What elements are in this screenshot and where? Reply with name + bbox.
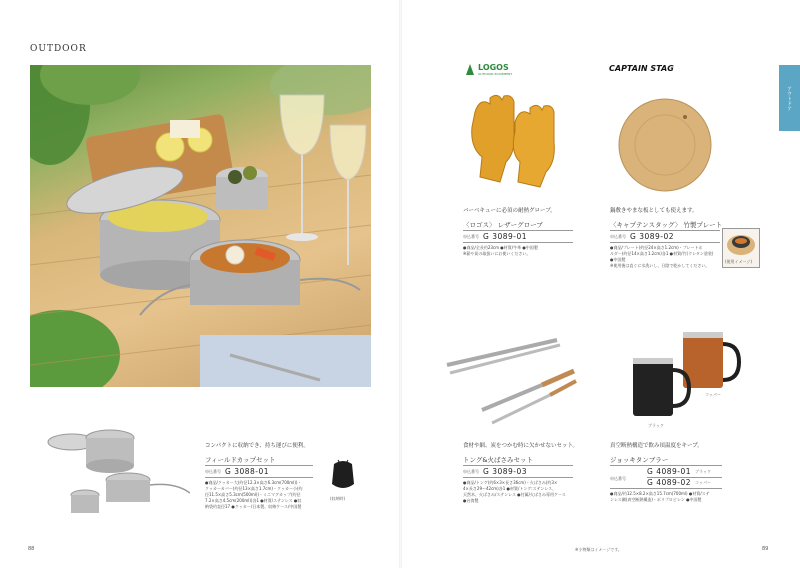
cookset-spec <box>205 480 320 510</box>
plate-rule <box>610 230 720 231</box>
cookset-spec-line: 径11.5×高さ5.3cm(500ml))・ミニマグカップ(約径 <box>205 492 301 497</box>
cookset-image <box>40 420 190 524</box>
plate-spec-line: ●中国製 <box>610 257 626 262</box>
page-gutter <box>399 0 402 568</box>
mugs-code-copper: G 4089-02 <box>647 478 692 487</box>
mugs-spec-line: ンレス鋼(真空断熱構造)・ポリプロピレン ●中国製 <box>610 497 702 502</box>
glove-description: バーベキューに必須の耐熱グローブ。 <box>463 208 556 214</box>
glove-code: G 3089-01 <box>483 232 528 241</box>
logos-brand-sub: OUTDOOR EQUIPMENT <box>478 72 513 76</box>
logos-brand: LOGOS <box>478 63 509 72</box>
plate-spec-line: ●商品/プレート(約径24×高さ1.2cm)・プレートホ <box>610 245 703 250</box>
glove-rule <box>463 230 573 231</box>
cookset-spec-line: 7.2×高さ4.5cm(200ml))各1 ●材質/ステンレス ●収 <box>205 498 302 503</box>
captain-stag-brand: CAPTAIN STAG <box>609 64 674 73</box>
tongs-description: 食材や網、炭をつかむ時に欠かせないセット。 <box>463 443 579 449</box>
plate-usage-illustration <box>723 229 759 259</box>
mugs-description: 真空断熱構造で飲み頃温度をキープ。 <box>610 443 703 449</box>
mugs-illustration <box>625 330 745 430</box>
cookset-case-caption: (収納時) <box>330 496 346 501</box>
glove-spec-line: ※薪や炭の取扱いにお使いください。 <box>463 251 531 256</box>
plate-description: 鍋敷きやまな板としても使えます。 <box>610 208 698 214</box>
tongs-spec-line: 4×長さ29〜42cm)各1 ●材質/トング:ステンレス、 <box>463 486 557 491</box>
footer-note: ※小物類はイメージです。 <box>575 547 622 552</box>
cookset-spec-line: クッカーカバー(約径13×高さ1.7cm)・クッカー小(約 <box>205 486 303 491</box>
mug-copper-label: コッパー <box>705 392 721 397</box>
glove-name: 〈ロゴス〉 レザーグローブ <box>463 221 543 229</box>
plate-spec-line: ルダー(約径14×高さ1.2cm)各1 ●材質/竹(ウレタン塗装) <box>610 251 714 256</box>
glove-rule-2 <box>463 242 573 243</box>
plate-rule-2 <box>610 242 720 243</box>
plate-code-row <box>610 232 674 241</box>
plate-image <box>615 95 715 199</box>
mugs-code-black: G 4089-01 <box>647 467 692 476</box>
tongs-spec-line: ●商品/トング(約6×3×長さ36cm)・火ばさみ(約3× <box>463 480 558 485</box>
glove-spec <box>463 245 538 257</box>
mugs-spec-line: ●商品/約12.5×8.2×高さ15.7cm(700ml) ●材質/ステ <box>610 491 710 496</box>
mug-black-label: ブラック <box>648 423 664 428</box>
cookset-spec-line: ●商品/クッカー大(約径12.3×高さ6.3cm(700ml))・ <box>205 480 302 485</box>
cookset-code-label: 申込番号 <box>205 468 221 474</box>
section-title: OUTDOOR <box>30 44 87 54</box>
glove-spec-line: ●商品/全長約23cm ●材質/牛革 ●中国製 <box>463 245 538 250</box>
plate-spec-line: ※使用後は直ぐに水洗いし、日陰で乾かしてください。 <box>610 263 710 268</box>
cookset-spec-line: 納袋約直径17 ●クッカー/日本製、収納ケース/中国製 <box>205 504 302 509</box>
cookset-rule <box>205 465 313 466</box>
hero-illustration <box>30 65 371 387</box>
logos-logo <box>462 62 513 82</box>
tongs-code-label: 申込番号 <box>463 468 479 474</box>
cookset-code-row <box>205 467 269 476</box>
glove-illustration <box>465 92 570 192</box>
plate-illustration <box>615 95 715 195</box>
cookset-name: フィールドカップセット <box>205 456 276 464</box>
plate-usage-caption: (使用イメージ) <box>725 259 753 264</box>
tongs-image <box>442 335 582 439</box>
tongs-rule <box>463 465 573 466</box>
tongs-name: トング&火ばさみセット <box>463 456 533 464</box>
mugs-code-row-1 <box>647 467 711 476</box>
tongs-code: G 3089-03 <box>483 467 528 476</box>
mugs-rule-2 <box>610 488 722 489</box>
glove-code-row <box>463 232 527 241</box>
tongs-code-row <box>463 467 527 476</box>
category-tag: アウトドア <box>779 65 800 131</box>
mugs-spec <box>610 491 730 503</box>
plate-code-label: 申込番号 <box>610 233 626 239</box>
mugs-code-label: 申込番号 <box>610 476 626 481</box>
plate-name: 〈キャプテンスタッグ〉 竹製プレート <box>610 221 723 229</box>
cookset-code: G 3088-01 <box>225 467 270 476</box>
plate-usage-photo <box>722 228 760 268</box>
glove-code-label: 申込番号 <box>463 233 479 239</box>
tongs-spec-line: 天然木、火ばさみ/ステンレス ●付属/火ばさみ専用ケース <box>463 492 566 497</box>
plate-code: G 3089-02 <box>630 232 675 241</box>
cookset-illustration <box>40 420 190 520</box>
mugs-image <box>625 330 745 434</box>
plate-spec <box>610 245 720 269</box>
tongs-spec <box>463 480 578 504</box>
cookset-case-image <box>328 458 358 502</box>
storage-bag-icon <box>328 458 358 492</box>
mugs-variant-copper: コッパー <box>695 479 711 485</box>
page-number-left: 88 <box>28 546 35 552</box>
page-number-right: 89 <box>762 546 769 552</box>
cookset-rule-2 <box>205 477 313 478</box>
cookset-description: コンパクトに収納でき、持ち運びに便利。 <box>205 443 309 449</box>
tongs-illustration <box>442 335 582 435</box>
mugs-rule <box>610 465 722 466</box>
glove-image <box>465 92 570 196</box>
mugs-code-row-2 <box>647 478 711 487</box>
tongs-rule-2 <box>463 477 573 478</box>
hero-photo <box>30 65 371 387</box>
mugs-variant-black: ブラック <box>695 468 711 474</box>
mugs-name: ジョッキタンブラー <box>610 456 669 464</box>
tongs-spec-line: ●台湾製 <box>463 498 479 503</box>
